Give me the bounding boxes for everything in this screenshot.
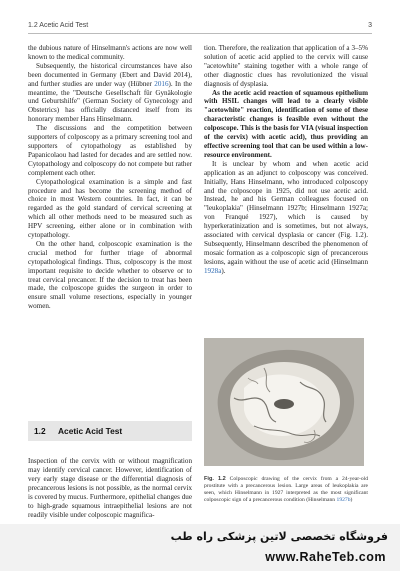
paragraph: the dubious nature of Hinselmann's actions are now well known to the medical community. — [28, 44, 192, 61]
cervix-drawing — [204, 338, 364, 466]
figure-caption: Fig. 1.2 Colposcopic drawing of the cervix from a 24-year-old prostitute with a precancerous lesion. Large areas of leukoplakia are seen, which Hinselmann in 1927 interpreted as the most significant colposcopic sign of a precancerous condition (Hinselmann 1927b) — [204, 475, 368, 503]
running-header — [28, 22, 372, 34]
section-paragraph: Inspection of the cervix with or without magnification may identify cervical cancer. However, identification of very early stage disease or the differential diagnosis of precancerous lesions is not possible, as the normal cervix is covered by mucus. Furthermore, epithelial changes due to high-grade squamous intraepithelial lesions are not readily visible under colposcopic magnifica- — [28, 457, 192, 519]
paragraph: tion. Therefore, the realization that application of a 3–5% solution of acetic acid applied to the cervix will cause "acetowhite" staining together with a whole range of other diagnostic clues has revolutionized the visual diagnosis of dysplasia. — [204, 44, 368, 88]
citation-link[interactable]: 2016 — [154, 79, 169, 88]
figure-label: Fig. 1.2 — [204, 475, 226, 482]
header-rule — [28, 33, 372, 34]
paragraph: Cytopathological examination is a simple and fast procedure and has become the screening method of choice in most Western countries. In fact, it can be regarded as the gold standard of cervical screening at which all other methods need to be measured such as HPV screening, either alone or in combination with cytopathology. — [28, 177, 192, 240]
paragraph: The discussions and the competition between supporters of colposcopy as a primary screening tool and supporters of cytopathology as established by Papanicolaou had lasted for decades and are settled now. Cytopathology and colposcopy do not compete but rather complement each other. — [28, 124, 192, 177]
section-title: Acetic Acid Test — [58, 426, 123, 436]
citation-link[interactable]: 1927b — [336, 496, 351, 503]
header-section-title: 1.2 Acetic Acid Test — [28, 22, 89, 29]
left-column — [28, 44, 192, 311]
citation-link[interactable]: 1928a — [204, 266, 222, 275]
watermark-url[interactable]: www.RaheTeb.com — [265, 550, 386, 564]
watermark-store-name: فروشگاه تخصصی لاتین پزشکی راه طب — [170, 530, 388, 543]
watermark-banner — [0, 524, 400, 571]
section-number: 1.2 — [34, 426, 46, 436]
section-heading — [28, 421, 192, 441]
right-column — [204, 44, 368, 276]
paragraph: On the other hand, colposcopic examination is the crucial method for further triage of abnormal cytopathological findings. Thus, colposcopy is the most important requisite to decide whether to observe or to treat cervical precancer. If the decision to treat has been made, the colposcope guides the surgeon in order to ensure small volume resections, especially in younger women. — [28, 239, 192, 311]
bold-paragraph: As the acetic acid reaction of squamous epithelium with HSIL changes will lead to a clearly visible "acetowhite" reaction, identification of some of these characteristic changes is feasible even without the colposcope. This is the basis for VIA (visual inspection of the cervix) with acetic acid), thus providing an effective screening tool that can be used within a low-resource environment. — [204, 88, 368, 159]
page-number: 3 — [368, 22, 372, 29]
paragraph: Subsequently, the historical circumstances have also been documented in Germany (Ebert and David 2014), and further studies are under way (Hübner 2016). In the meantime, the "Deutsche Gesellschaft für Gynäkologie und Geburtshilfe" (German Society of Gynecology and Obstetrics) has officially distanced itself from its honorary member Hans Hinselmann. — [28, 61, 192, 124]
colposcopic-drawing-figure — [204, 338, 364, 466]
paragraph: It is unclear by whom and when acetic acid application as an adjunct to colposcopy was conceived. Initially, Hans Hinselmann, who introduced colposcopy and the colposcope in 1925, did not use acetic acid. Instead, he and his German colleagues focused on "leukoplakia" (Hinselmann 1927b; Hinselmann 1927a; von Franqué 1927), which is caused by hyperkeratinization and is sometimes, but not always, associated with cervical dysplasia or cancer (Fig. 1.2). Subsequently, Hinselmann described the phenomenon of mosaic formation as a colposcopic sign of precancerous lesions, again without the use of acetic acid (Hinselmann 1928a). — [204, 159, 368, 275]
